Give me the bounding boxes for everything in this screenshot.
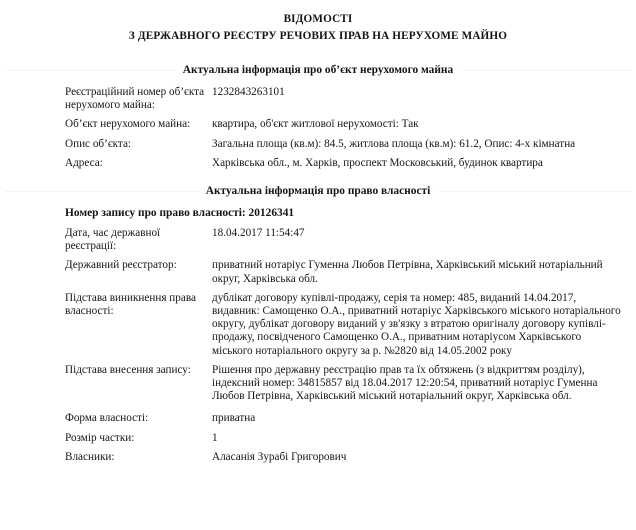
field-value-object-description: Загальна площа (кв.м): 84.5, житлова площа (кв.м): 61.2, Опис: 4-х кімнатна — [212, 137, 576, 150]
document-title-line-2: З ДЕРЖАВНОГО РЕЄСТРУ РЕЧОВИХ ПРАВ НА НЕРУХОМЕ МАЙНО — [128, 30, 508, 42]
document-title-line-1: ВІДОМОСТІ — [283, 13, 353, 25]
field-value-record-basis: Рішення про державну реєстрацію прав та їх обтяжень (з відкриттям розділу), індексний номер: 34815857 від 18.04.2017 12:20:54, приватний нотаріус Гуменна Любов Петрівна, Харківський міський нотаріальний округ, Харківська обл. — [212, 363, 598, 403]
field-row-object-description — [0, 138, 636, 151]
object-info-fields — [0, 86, 636, 170]
field-label-object-type: Об’єкт нерухомого майна: — [65, 118, 191, 131]
field-row-share-size — [0, 432, 636, 445]
field-row-registration-datetime — [0, 227, 636, 253]
field-value-address: Харківська обл., м. Харків, проспект Московський, будинок квартира — [212, 156, 543, 169]
field-label-registration-number: Реєстраційний номер об’єкта нерухомого майна: — [65, 86, 205, 112]
field-row-owners — [0, 451, 636, 464]
field-label-address: Адреса: — [65, 156, 103, 169]
section-header-object-info — [0, 63, 636, 77]
document-title — [0, 0, 636, 44]
field-row-state-registrar — [0, 259, 636, 285]
field-value-owners: Аласанія Зурабі Григорович — [212, 450, 347, 463]
field-value-registration-number: 1232843263101 — [212, 86, 285, 98]
field-label-owners: Власники: — [65, 450, 115, 463]
field-label-record-basis: Підстава внесення запису: — [65, 363, 191, 376]
field-row-object-type — [0, 118, 636, 131]
field-label-share-size: Розмір частки: — [65, 431, 135, 444]
field-row-ownership-form — [0, 412, 636, 425]
section-header-object-info-label: Актуальна інформація про об’єкт нерухомого майна — [175, 64, 461, 76]
field-label-object-description: Опис об’єкта: — [65, 137, 132, 150]
section-header-ownership-info-label: Актуальна інформація про право власності — [198, 185, 439, 197]
field-row-address — [0, 157, 636, 170]
section-header-ownership-info — [0, 184, 636, 198]
field-value-share-size: 1 — [212, 431, 218, 444]
field-label-state-registrar: Державний реєстратор: — [65, 259, 177, 272]
field-label-ownership-basis: Підстава виникнення права власності: — [65, 291, 196, 318]
ownership-info-fields — [0, 227, 636, 464]
field-value-state-registrar: приватний нотаріус Гуменна Любов Петрівна, Харківський міський нотаріальний округ, Харківська обл. — [212, 259, 603, 285]
ownership-record-number: Номер запису про право власності: 20126341 — [65, 207, 295, 220]
field-value-registration-datetime: 18.04.2017 11:54:47 — [212, 227, 305, 240]
field-row-record-basis — [0, 364, 636, 404]
field-value-ownership-basis: дублікат договору купівлі-продажу, серія та номер: 485, виданий 14.04.2017, видавник: Самощенко О.А., приватний нотаріус Харківського міського нотаріального округу, дублікат договору виданий у зв'язку з втратою оригіналу договору купівлі-продажу, посвідченого Самощенко О.А., приватним нотаріусом Харківського міського нотаріального округу за р. №2820 від 14.05.2002 року — [212, 291, 621, 357]
field-label-registration-datetime: Дата, час державної реєстрації: — [65, 227, 161, 253]
field-label-ownership-form: Форма власності: — [65, 412, 149, 425]
field-value-ownership-form: приватна — [212, 412, 256, 425]
field-value-object-type: квартира, об'єкт житлової нерухомості: Так — [212, 118, 419, 131]
field-row-registration-number — [0, 86, 636, 112]
field-row-ownership-basis — [0, 292, 636, 358]
